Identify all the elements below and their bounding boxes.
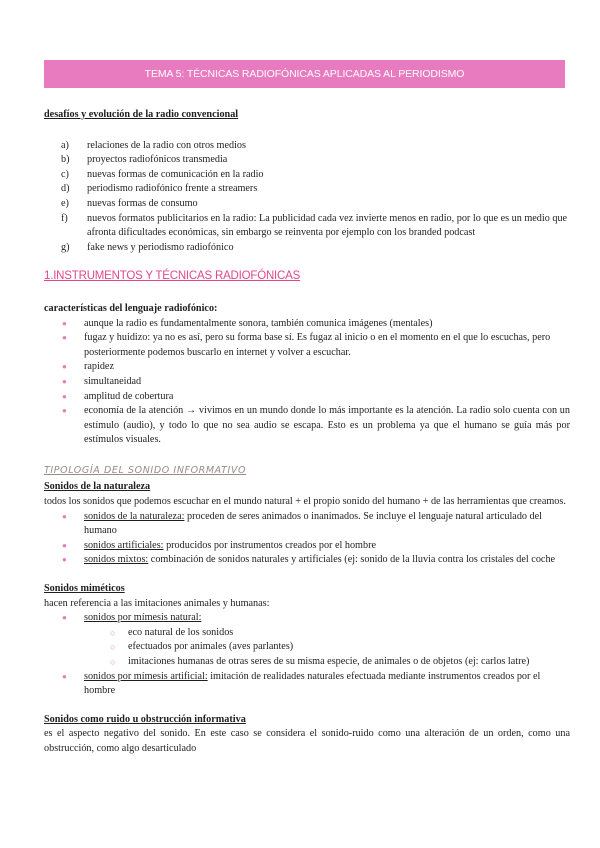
list-item: ○ eco natural de los sonidos <box>110 626 570 641</box>
title-banner <box>44 60 565 88</box>
bullet-icon: ● <box>62 613 67 623</box>
list-item: ○ efectuados por animales (aves parlantes) <box>110 640 570 655</box>
list-item: ● sonidos por mímesis natural: ○ eco natural de los sonidos ○ efectuados por animales (aves parlantes) ○ imitaciones humanas de otras seres de su misma especie, de animales o de objetos (ej: carlos latre) <box>62 611 570 669</box>
list-item: g) fake news y periodismo radiofónico <box>61 241 234 253</box>
bullet-icon: ● <box>62 391 67 401</box>
bullet-icon: ● <box>62 540 67 550</box>
list-item: ● fugaz y huidizo: ya no es así, pero su forma base sí. Es fugaz al inicio o en el momento en el que lo escuchas, pero posteriormente podemos buscarlo en internet y volver a escuchar. <box>62 331 570 360</box>
document-body <box>44 108 570 757</box>
list-item: ● amplitud de cobertura <box>62 390 570 405</box>
characteristics-list <box>44 317 570 448</box>
list-item: ● sonidos artificiales: producidos por instrumentos creados por el hombre <box>62 539 570 554</box>
mimeticos-description: hacen referencia a las imitaciones animales y humanas: <box>44 597 270 609</box>
challenges-list <box>44 139 570 256</box>
section-title: 1.INSTRUMENTOS Y TÉCNICAS RADIOFÓNICAS <box>44 270 301 283</box>
list-item: c) nuevas formas de comunicación en la radio <box>61 168 264 180</box>
circle-bullet-icon: ○ <box>110 642 116 653</box>
naturaleza-list <box>44 510 570 568</box>
bullet-icon: ● <box>62 333 67 343</box>
bullet-icon: ● <box>62 362 67 372</box>
list-item: a) relaciones de la radio con otros medios <box>61 139 246 151</box>
list-item: ● aunque la radio es fundamentalmente sonora, también comunica imágenes (mentales) <box>62 317 570 332</box>
bullet-icon: ● <box>62 318 67 328</box>
list-item: ● sonidos mixtos: combinación de sonidos naturales y artificiales (ej: sonido de la lluvia contra los cristales del coche <box>62 553 570 568</box>
list-item: b) proyectos radiofónicos transmedia <box>61 154 228 166</box>
list-item: e) nuevas formas de consumo <box>61 197 198 209</box>
list-item: d) periodismo radiofónico frente a streamers <box>61 183 258 195</box>
mimesis-natural-sublist <box>84 626 570 670</box>
bullet-icon: ● <box>62 555 67 565</box>
list-item: ● economía de la atención → vivimos en un mundo donde lo más importante es la atención. La radio solo cuenta con un estímulo (audio), y todo lo que no sea audio se escapa. Esto es un problema ya que el humano se guía más por estímulos visuales. <box>62 404 570 448</box>
bullet-icon: ● <box>62 511 67 521</box>
naturaleza-description: todos los sonidos que podemos escuchar en el mundo natural + el propio sonido del humano + de las herramientas que creamos. <box>44 496 566 508</box>
list-item: ● simultaneidad <box>62 375 570 390</box>
subheading-characteristics: características del lenguaje radiofónico: <box>44 302 218 314</box>
bullet-icon: ● <box>62 406 67 416</box>
list-item: ○ imitaciones humanas de otras seres de su misma especie, de animales o de objetos (ej: carlos latre) <box>110 655 570 670</box>
list-item: ● sonidos de la naturaleza: proceden de seres animados o inanimados. Se incluye el lenguaje natural articulado del humano <box>62 510 570 539</box>
list-item: f) nuevos formatos publicitarios en la radio: La publicidad cada vez invierte menos en radio, por lo que es un medio que afronta dificultades económicas, sin embargo se reinventa por ejemplo con los branded podcast <box>61 212 568 239</box>
intro-heading: desafíos y evolución de la radio convencional <box>44 109 239 120</box>
ruido-description: es el aspecto negativo del sonido. En este caso se considera el sonido-ruido como una alteración de un orden, como una obstrucción, como algo desarticulado <box>44 728 570 754</box>
document-title: TEMA 5: TÉCNICAS RADIOFÓNICAS APLICADAS AL PERIODISMO <box>144 67 465 80</box>
ruido-heading: Sonidos como ruido u obstrucción informativa <box>44 713 246 725</box>
list-item: ● sonidos por mímesis artificial: imitación de realidades naturales efectuada mediante instrumentos creados por el hombre <box>62 670 570 699</box>
bullet-icon: ● <box>62 376 67 386</box>
mimeticos-list <box>44 611 570 699</box>
circle-bullet-icon: ○ <box>110 627 116 638</box>
circle-bullet-icon: ○ <box>110 657 116 667</box>
list-item: ● rapidez <box>62 360 570 375</box>
subsection-title: TIPOLOGÍA DEL SONIDO INFORMATIVO <box>44 464 247 476</box>
naturaleza-heading: Sonidos de la naturaleza <box>44 481 151 493</box>
mimeticos-heading: Sonidos miméticos <box>44 583 125 595</box>
bullet-icon: ● <box>62 671 67 681</box>
